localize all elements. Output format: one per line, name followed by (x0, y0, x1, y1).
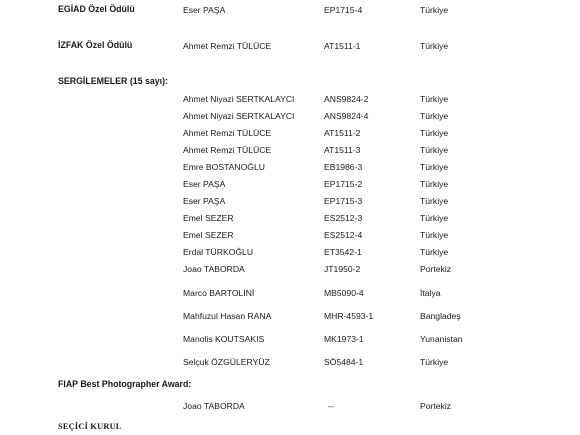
list-item-country: Türkiye (420, 111, 449, 121)
list-item-name: Selçuk ÖZGÜLERYÜZ (183, 357, 270, 367)
list-item-name: Eser PAŞA (183, 196, 226, 206)
list-item-code: ANS9824-2 (324, 94, 369, 104)
list-item-code: MB5090-4 (324, 288, 364, 298)
award-country: Türkiye (420, 41, 449, 51)
list-item-name: Ahmet Remzi TÜLÜCE (183, 145, 272, 155)
list-item-country: Türkiye (420, 162, 449, 172)
list-item-name: Emel SEZER (183, 230, 234, 240)
list-item-name: Ahmet Niyazi SERTKALAYCI (183, 111, 295, 121)
list-item-country: Türkiye (420, 230, 449, 240)
fiap-winner-name: Joao TABORDA (183, 401, 245, 411)
list-item-name: Marco BARTOLİNİ (183, 288, 255, 298)
list-item-code: MK1973-1 (324, 334, 364, 344)
list-item-code: MHR-4593-1 (324, 311, 374, 321)
list-item-code: SÖ5484-1 (324, 357, 364, 367)
list-item-country: Türkiye (420, 213, 449, 223)
list-item-country: Türkiye (420, 145, 449, 155)
list-item-name: Erdal TÜRKOĞLU (183, 247, 254, 257)
list-item-country: Türkiye (420, 94, 449, 104)
fiap-award-title: FIAP Best Photographer Award: (58, 379, 192, 389)
list-item-country: Yunanistan (420, 334, 463, 344)
list-item-code: EP1715-3 (324, 196, 363, 206)
award-photo-code: EP1715-4 (324, 5, 363, 15)
list-item-name: Manolis KOUTSAKIS (183, 334, 265, 344)
award-winner-name: Eser PAŞA (183, 5, 226, 15)
list-item-name: Ahmet Remzi TÜLÜCE (183, 128, 272, 138)
list-item-name: Emel SEZER (183, 213, 234, 223)
list-item-code: AT1511-2 (324, 128, 361, 138)
list-item-country: Bangladeş (420, 311, 461, 321)
list-item-name: Joao TABORDA (183, 264, 245, 274)
list-item-code: ES2512-4 (324, 230, 363, 240)
list-item-country: Türkiye (420, 196, 449, 206)
list-item-country: Portekiz (420, 264, 452, 274)
award-photo-code: AT1511-1 (324, 41, 361, 51)
exhibitions-title: SERGİLEMELER (15 sayı): (58, 76, 168, 86)
list-item-name: Eser PAŞA (183, 179, 226, 189)
list-item-code: ES2512-3 (324, 213, 363, 223)
fiap-country: Portekiz (420, 401, 452, 411)
award-title: İZFAK Özel Ödülü (58, 40, 133, 50)
award-winner-name: Ahmet Remzi TÜLÜCE (183, 41, 272, 51)
list-item-code: JT1950-2 (324, 264, 361, 274)
list-item-code: EP1715-2 (324, 179, 363, 189)
list-item-country: Türkiye (420, 357, 449, 367)
award-country: Türkiye (420, 5, 449, 15)
list-item-code: ANS9824-4 (324, 111, 369, 121)
list-item-country: Türkiye (420, 128, 449, 138)
list-item-country: İtalya (420, 288, 441, 298)
list-item-code: ET3542-1 (324, 247, 362, 257)
list-item-code: EB1986-3 (324, 162, 363, 172)
list-item-country: Türkiye (420, 247, 449, 257)
list-item-name: Mahfuzul Hasan RANA (183, 311, 272, 321)
list-item-country: Türkiye (420, 179, 449, 189)
fiap-photo-code: -- (328, 401, 334, 411)
list-item-code: AT1511-3 (324, 145, 361, 155)
jury-title: SEÇİCİ KURUL (58, 422, 122, 431)
award-title: EGİAD Özel Ödülü (58, 4, 135, 14)
list-item-name: Emre BOSTANOĞLU (183, 162, 265, 172)
list-item-name: Ahmet Niyazi SERTKALAYCI (183, 94, 295, 104)
